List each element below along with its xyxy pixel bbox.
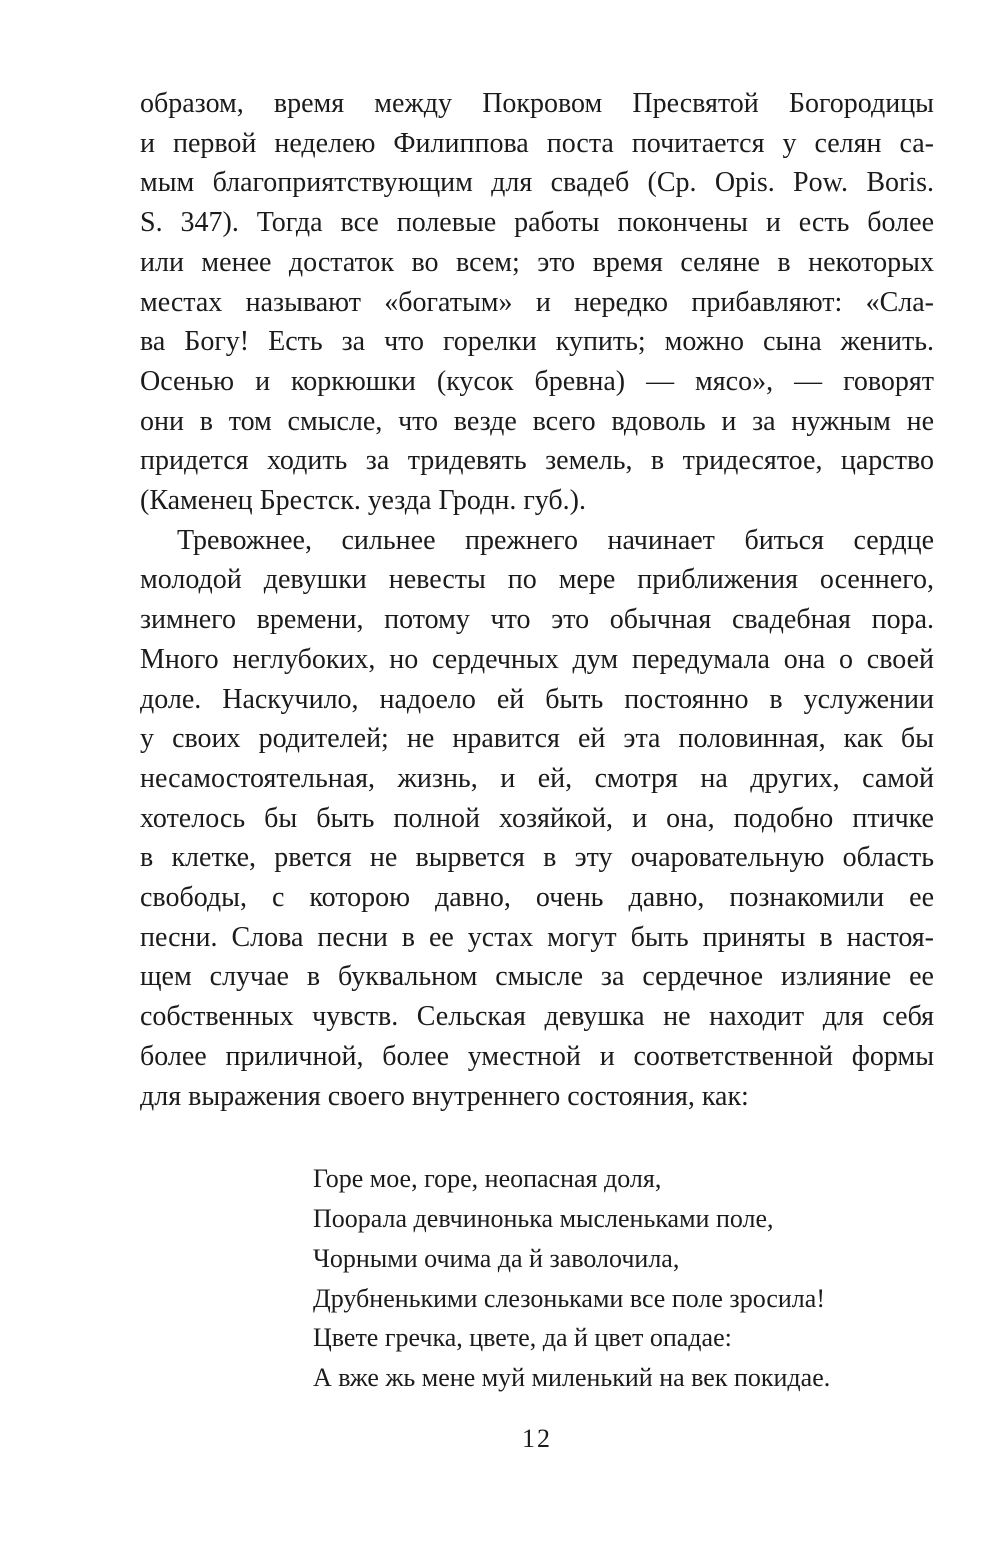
- text-line: хотелось бы быть полной хозяйкой, и она, подобно птичке: [140, 802, 934, 834]
- text-line: свободы, с которою давно, очень давно, познакомили ее: [140, 882, 934, 914]
- text-line: местах называют «богатым» и нередко прибавляют: «Сла-: [140, 286, 934, 318]
- paragraph-opening: [140, 84, 934, 521]
- text-line: придется ходить за тридевять земель, в тридесятое, царство: [140, 445, 934, 477]
- poem-line: Друбненькими слезоньками все поле зросила!: [313, 1283, 825, 1313]
- text-line: Осенью и коркюшки (кусок бревна) — мясо», — говорят: [140, 365, 934, 397]
- text-line: более приличной, более уместной и соответственной формы: [140, 1040, 934, 1072]
- paragraph-bride: [140, 521, 934, 1117]
- text-line: песни. Слова песни в ее устах могут быть приняты в настоя-: [140, 921, 934, 953]
- text-line: (Каменец Брестск. уезда Гродн. губ.).: [140, 485, 587, 517]
- text-line: собственных чувств. Сельская девушка не находит для себя: [140, 1001, 934, 1033]
- text-line: молодой девушки невесты по мере приближения осеннего,: [140, 564, 934, 596]
- body-text: [140, 84, 934, 1459]
- page-number: 12: [522, 1424, 552, 1454]
- text-line: ва Богу! Есть за что горелки купить; можно сына женить.: [140, 326, 934, 358]
- text-line: у своих родителей; не нравится ей эта половинная, как бы: [140, 723, 934, 755]
- poem-line: Цвете гречка, цвете, да й цвет опадае:: [313, 1323, 732, 1353]
- text-line: S. 347). Тогда все полевые работы покончены и есть более: [140, 207, 934, 239]
- poem-line: А вже жь мене муй миленький на век покидае.: [313, 1363, 831, 1393]
- text-line: зимнего времени, потому что это обычная свадебная пора.: [140, 604, 934, 636]
- folk-song-quote: [313, 1159, 934, 1398]
- text-line: несамостоятельная, жизнь, и ей, смотря на других, самой: [140, 762, 934, 794]
- poem-line: Чорными очима да й заволочила,: [313, 1243, 680, 1273]
- poem-line: Поорала девчинонька мысленьками поле,: [313, 1204, 774, 1234]
- text-line: доле. Наскучило, надоело ей быть постоянно в услужении: [140, 683, 934, 715]
- text-line: или менее достаток во всем; это время селяне в некоторых: [140, 246, 934, 278]
- text-line: Много неглубоких, но сердечных дум передумала она о своей: [140, 643, 934, 675]
- text-line: образом, время между Покровом Пресвятой Богородицы: [140, 88, 934, 119]
- text-line: в клетке, рвется не вырвется в эту очаровательную область: [140, 842, 934, 874]
- text-line: Тревожнее, сильнее прежнего начинает биться сердце: [177, 524, 934, 556]
- text-line: мым благоприятствующим для свадеб (Ср. Opis. Pow. Boris.: [140, 167, 934, 199]
- text-line: и первой неделею Филиппова поста почитается у селян са-: [140, 127, 934, 159]
- poem-line: Горе мое, горе, неопасная доля,: [313, 1164, 662, 1194]
- text-line: для выражения своего внутреннего состояния, как:: [140, 1080, 749, 1112]
- text-line: они в том смысле, что везде всего вдоволь и за нужным не: [140, 405, 934, 437]
- text-line: щем случае в буквальном смысле за сердечное излияние ее: [140, 961, 934, 993]
